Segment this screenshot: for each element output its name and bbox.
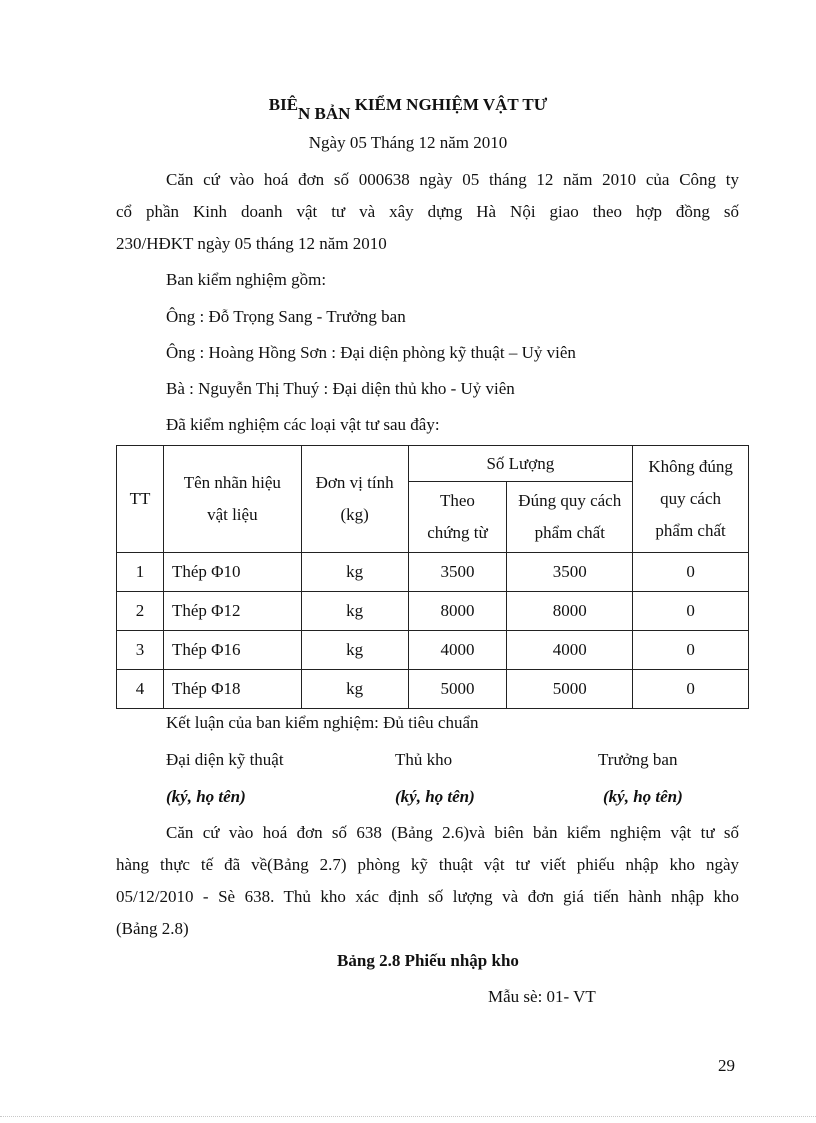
cell-material: Thép Φ12 [163, 592, 301, 631]
header-tt: TT [117, 446, 164, 553]
header-material-name-line: vật liệu [207, 505, 258, 524]
cell-unit: kg [301, 631, 408, 670]
table-row [117, 670, 749, 709]
cell-material: Thép Φ18 [163, 670, 301, 709]
paragraph2-line-3: 05/12/2010 - Sè 638. Thủ kho xác định số lượng và đơn giá tiến hành nhập kho [116, 887, 739, 906]
signature-label-keeper: Thủ kho [395, 750, 453, 769]
header-unit-line: Đơn vị tính [315, 473, 394, 492]
header-material-name [163, 446, 301, 553]
cell-tt: 2 [117, 592, 164, 631]
intro-line-1: Căn cứ vào hoá đơn số 000638 ngày 05 tháng 12 năm 2010 của Công ty [166, 170, 739, 189]
cell-tt: 3 [117, 631, 164, 670]
cell-nonconforming: 0 [633, 670, 749, 709]
cell-per-document: 8000 [408, 592, 507, 631]
inspected-heading: Đã kiểm nghiệm các loại vật tư sau đây: [166, 415, 440, 434]
signature-note-head: (ký, họ tên) [603, 787, 683, 806]
committee-member: Bà : Nguyễn Thị Thuý : Đại diện thủ kho - Uỷ viên [166, 379, 515, 398]
header-conforming-line: phẩm chất [534, 523, 605, 542]
title-part-3: KIỂM NGHIỆM VẬT TƯ [354, 95, 548, 114]
cell-nonconforming: 0 [633, 631, 749, 670]
table-header-row [117, 446, 749, 482]
table-row [117, 631, 749, 670]
inspection-table [116, 445, 749, 709]
paragraph2-line-2: hàng thực tế đã về(Bảng 2.7) phòng kỹ thuật vật tư viết phiếu nhập kho ngày [116, 855, 739, 874]
header-per-document [408, 482, 507, 553]
cell-conforming: 3500 [507, 553, 633, 592]
intro-line-3: 230/HĐKT ngày 05 tháng 12 năm 2010 [116, 234, 387, 253]
header-unit-line: (kg) [340, 505, 369, 524]
cell-per-document: 5000 [408, 670, 507, 709]
table-caption: Bảng 2.8 Phiếu nhập kho [337, 951, 519, 970]
cell-conforming: 4000 [507, 631, 633, 670]
header-nonconforming-line: quy cách [660, 489, 722, 508]
form-code: Mẫu sè: 01- VT [488, 987, 596, 1006]
header-conforming [507, 482, 633, 553]
header-nonconforming-line: Không đúng [648, 457, 733, 476]
conclusion: Kết luận của ban kiểm nghiệm: Đủ tiêu chuẩn [166, 713, 479, 732]
paragraph2-line-4: (Bảng 2.8) [116, 919, 189, 938]
cell-tt: 1 [117, 553, 164, 592]
committee-member: Ông : Đỗ Trọng Sang - Trưởng ban [166, 307, 406, 326]
document-date: Ngày 05 Tháng 12 năm 2010 [308, 133, 508, 152]
cell-per-document: 3500 [408, 553, 507, 592]
signature-label-head: Trưởng ban [598, 750, 678, 769]
cell-material: Thép Φ16 [163, 631, 301, 670]
header-quantity: Số Lượng [408, 446, 633, 482]
cell-unit: kg [301, 670, 408, 709]
signature-note-technical: (ký, họ tên) [166, 787, 246, 806]
paragraph2-line-1: Căn cứ vào hoá đơn số 638 (Bảng 2.6)và biên bản kiểm nghiệm vật tư số [166, 823, 739, 842]
title-part-1: BIÊ [268, 95, 299, 114]
signature-label-technical: Đại diện kỹ thuật [166, 750, 284, 769]
cell-nonconforming: 0 [633, 592, 749, 631]
header-material-name-line: Tên nhãn hiệu [183, 473, 281, 492]
header-conforming-line: Đúng quy cách [518, 491, 622, 510]
header-per-document-line: Theo [439, 491, 475, 510]
cell-unit: kg [301, 592, 408, 631]
cell-unit: kg [301, 553, 408, 592]
header-nonconforming [633, 446, 749, 553]
page-number: 29 [718, 1056, 735, 1075]
title-part-2: N BẢN [298, 104, 355, 123]
table-row [117, 592, 749, 631]
cell-tt: 4 [117, 670, 164, 709]
cell-material: Thép Φ10 [163, 553, 301, 592]
header-nonconforming-line: phẩm chất [655, 521, 726, 540]
committee-heading: Ban kiểm nghiệm gồm: [166, 270, 327, 289]
cell-per-document: 4000 [408, 631, 507, 670]
cell-nonconforming: 0 [633, 553, 749, 592]
cell-conforming: 8000 [507, 592, 633, 631]
footer-divider [0, 1116, 816, 1117]
header-unit [301, 446, 408, 553]
header-per-document-line: chứng từ [427, 523, 488, 542]
intro-line-2: cổ phần Kinh doanh vật tư và xây dựng Hà Nội giao theo hợp đồng số [116, 202, 739, 221]
table-row [117, 553, 749, 592]
signature-note-keeper: (ký, họ tên) [395, 787, 475, 806]
cell-conforming: 5000 [507, 670, 633, 709]
committee-member: Ông : Hoàng Hồng Sơn : Đại diện phòng kỹ thuật – Uỷ viên [166, 343, 576, 362]
document-title [0, 95, 816, 123]
